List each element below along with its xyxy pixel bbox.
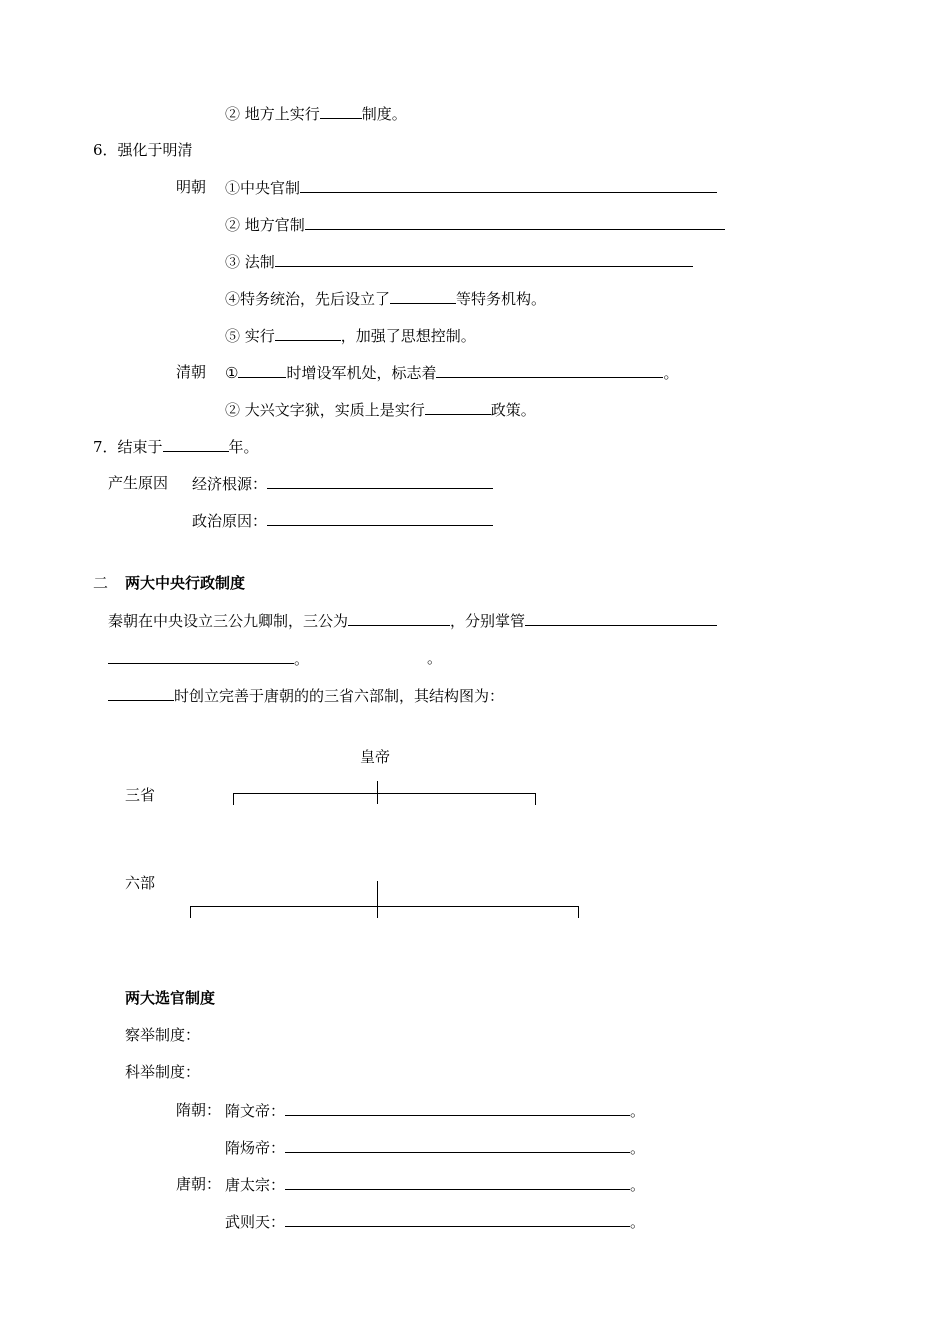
suiwen-label: 隋文帝： (225, 1102, 286, 1120)
ming-item-1-label: ①中央官制 (225, 179, 301, 197)
tangtai-end: 。 (630, 1176, 646, 1194)
diagram-three-right-tick (535, 793, 536, 805)
suiwen-blank[interactable] (285, 1100, 630, 1116)
ming-item-5-blank[interactable] (275, 325, 341, 341)
qin-blank-1[interactable] (348, 610, 450, 626)
keju-label: 科举制度： (125, 1063, 201, 1081)
qing-item-1-suffix: 。 (663, 364, 679, 382)
section-7 (93, 436, 259, 456)
local-system-suffix: 制度。 (361, 105, 407, 123)
cause-pol-label: 政治原因： (192, 512, 268, 530)
cause-label: 产生原因 (108, 474, 169, 492)
diagram-three-left-tick (233, 793, 234, 805)
cause-pol-blank[interactable] (267, 510, 493, 526)
qin-prefix: 秦朝在中央设立三公九卿制，三公为 (108, 612, 349, 630)
ming-item-5-suffix: ，加强了思想控制。 (340, 327, 476, 345)
cause-pol (192, 510, 493, 530)
tangtai-blank[interactable] (285, 1174, 630, 1190)
diagram-six-left-tick (190, 906, 191, 918)
ming-label: 明朝 (176, 178, 207, 196)
diagram-six-stem (377, 881, 378, 918)
section-7-blank[interactable] (163, 436, 229, 452)
ming-item-4-prefix: ④特务统治，先后设立了 (225, 290, 391, 308)
ming-item-4-blank[interactable] (390, 288, 456, 304)
section-2-num: 二 (93, 574, 109, 592)
diagram-six-right-tick (578, 906, 579, 918)
qin-blank-2[interactable] (525, 610, 717, 626)
wuzetian-end: 。 (630, 1213, 646, 1231)
suiyang-end: 。 (630, 1139, 646, 1157)
cause-econ-blank[interactable] (267, 473, 493, 489)
sui-line (108, 685, 504, 705)
ming-item-5-prefix: ⑤ 实行 (225, 327, 275, 345)
qing-item-1-blank-b[interactable] (436, 362, 663, 378)
ming-item-1-blank[interactable] (300, 177, 717, 193)
tang-dynasty-label: 唐朝： (176, 1175, 222, 1193)
qing-item-2-suffix: 政策。 (490, 401, 536, 419)
local-system-prefix: ② 地方上实行 (225, 105, 320, 123)
section-3-heading: 两大选官制度 (125, 989, 216, 1007)
tangtai-label: 唐太宗： (225, 1176, 286, 1194)
qing-item-2-blank[interactable] (425, 399, 491, 415)
qing-label: 清朝 (176, 363, 207, 381)
suiwen-end: 。 (630, 1102, 646, 1120)
section-7-suffix: 年。 (228, 438, 259, 456)
ming-item-3-label: ③ 法制 (225, 253, 275, 271)
ming-item-3 (225, 251, 693, 271)
ming-item-2-label: ② 地方官制 (225, 216, 305, 234)
ming-item-4-suffix: 等特务机构。 (456, 290, 547, 308)
diagram-three-provinces: 三省 (125, 786, 156, 804)
ming-item-5 (225, 325, 476, 345)
cause-econ (192, 473, 493, 493)
section-2-heading: 两大中央行政制度 (125, 574, 246, 592)
sui-dynasty-label: 隋朝： (176, 1101, 222, 1119)
diagram-six-bar (190, 906, 579, 907)
qing-item-1-mid: 时增设军机处，标志着 (286, 364, 437, 382)
qing-item-2 (225, 399, 536, 419)
suiwen-line (225, 1100, 645, 1120)
qing-item-1 (225, 362, 678, 382)
ming-item-4 (225, 288, 546, 308)
qin-line-2 (108, 648, 309, 668)
diagram-six-ministries: 六部 (125, 874, 156, 892)
stray-mark: 。 (427, 649, 443, 667)
qin-blank-3[interactable] (108, 648, 294, 664)
ming-item-3-blank[interactable] (275, 251, 693, 267)
wuzetian-label: 武则天： (225, 1213, 286, 1231)
section-7-prefix: 7．结束于 (93, 438, 163, 456)
qing-item-1-blank-a[interactable] (238, 362, 286, 378)
suiyang-line (225, 1137, 645, 1157)
ming-item-2-blank[interactable] (305, 214, 725, 230)
qin-line (108, 610, 717, 630)
qin-mid: ，分别掌管 (450, 612, 526, 630)
local-system-blank[interactable] (320, 103, 362, 119)
suiyang-label: 隋炀帝： (225, 1139, 286, 1157)
chaju-label: 察举制度： (125, 1026, 201, 1044)
diagram-emperor: 皇帝 (360, 748, 391, 766)
ming-item-2 (225, 214, 725, 234)
wuzetian-line (225, 1211, 645, 1231)
qin-end: 。 (294, 650, 310, 668)
local-system-line (225, 103, 407, 123)
sui-blank[interactable] (108, 685, 174, 701)
qing-item-1-prefix: ① (225, 364, 239, 382)
wuzetian-blank[interactable] (285, 1211, 630, 1227)
cause-econ-label: 经济根源： (192, 475, 268, 493)
section-6-title: 6．强化于明清 (93, 141, 193, 159)
tangtai-line (225, 1174, 645, 1194)
sui-suffix: 时创立完善于唐朝的的三省六部制，其结构图为： (174, 687, 505, 705)
ming-item-1 (225, 177, 717, 197)
suiyang-blank[interactable] (285, 1137, 630, 1153)
diagram-three-bar (233, 793, 536, 794)
qing-item-2-prefix: ② 大兴文字狱，实质上是实行 (225, 401, 425, 419)
